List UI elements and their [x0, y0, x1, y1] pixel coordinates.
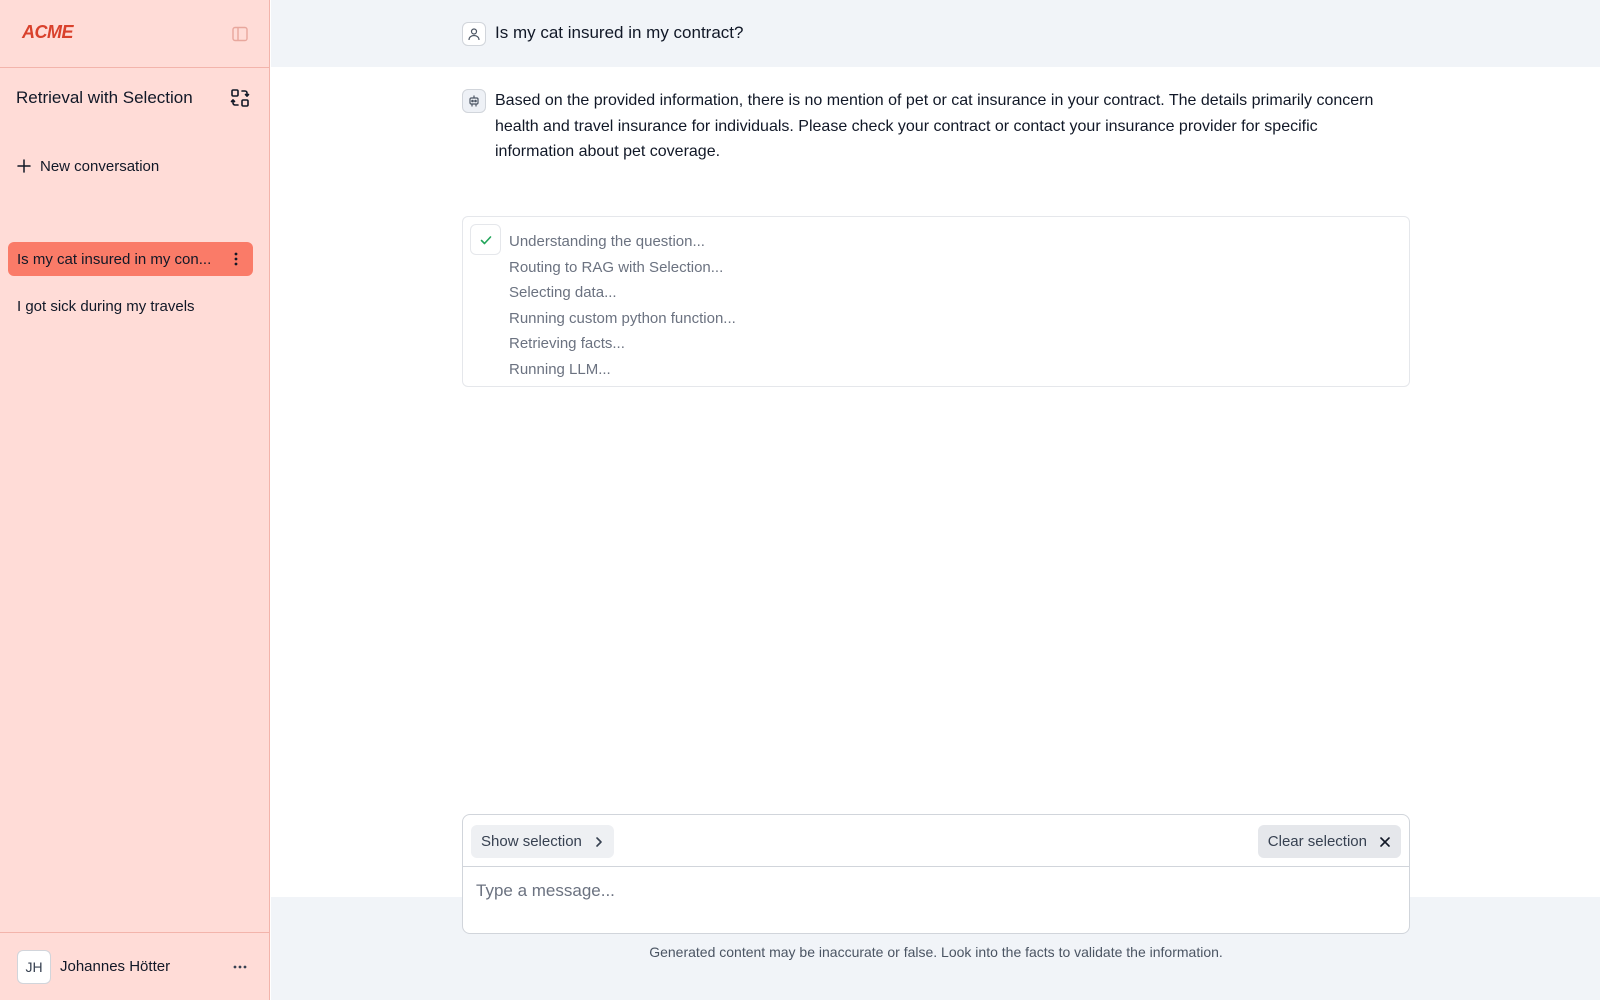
- conversation-menu-icon[interactable]: [225, 248, 247, 270]
- processing-steps: [462, 216, 1410, 387]
- disclaimer: Generated content may be inaccurate or false. Look into the facts to validate the information.: [649, 944, 1223, 960]
- switch-project-icon[interactable]: [228, 86, 252, 110]
- user-bar: [0, 932, 270, 1000]
- conversation-label: I got sick during my travels: [17, 297, 195, 315]
- step-item: Selecting data...: [509, 284, 617, 301]
- message-input[interactable]: [476, 877, 1396, 905]
- bot-icon: [462, 89, 486, 113]
- step-item: Retrieving facts...: [509, 335, 625, 352]
- show-selection-button[interactable]: [471, 825, 614, 858]
- message-composer: [462, 814, 1410, 934]
- step-item: Running LLM...: [509, 360, 611, 378]
- conversation-item-active[interactable]: [8, 242, 253, 276]
- clear-selection-button[interactable]: [1258, 825, 1401, 858]
- step-item: Routing to RAG with Selection...: [509, 258, 724, 276]
- sidebar-toggle-icon[interactable]: [230, 24, 250, 44]
- project-header: [16, 84, 254, 114]
- user-icon: [462, 22, 486, 46]
- new-conversation-button[interactable]: [16, 154, 159, 178]
- more-horizontal-icon[interactable]: [230, 957, 250, 977]
- assistant-answer: Based on the provided information, there is no mention of pet or cat insurance in your contract. The details primarily concern health and travel insurance for individuals. Please check your contract or contact your insurance provider for specific information about pet coverage.: [495, 92, 1374, 160]
- sidebar: [0, 0, 270, 1000]
- acme-logo[interactable]: ACME: [22, 22, 73, 42]
- selection-toolbar: [463, 815, 1409, 867]
- check-icon[interactable]: [470, 224, 501, 255]
- conversation-item[interactable]: [8, 289, 253, 323]
- project-title: Retrieval with Selection: [16, 88, 193, 107]
- logo-bar: [0, 0, 269, 68]
- question-bar: [271, 0, 1600, 67]
- close-icon: [1379, 836, 1391, 848]
- chevron-right-icon: [594, 836, 604, 848]
- conversation-label: Is my cat insured in my con...: [17, 250, 212, 268]
- new-conversation-label: New conversation: [40, 157, 160, 175]
- step-item: Understanding the question...: [509, 233, 705, 250]
- clear-selection-label: Clear selection: [1267, 833, 1367, 850]
- chat-main: [271, 0, 1600, 1000]
- show-selection-label: Show selection: [481, 833, 582, 850]
- user-question: Is my cat insured in my contract?: [495, 23, 744, 42]
- step-item: Running custom python function...: [509, 309, 736, 327]
- avatar[interactable]: JH: [17, 950, 51, 984]
- plus-icon: [16, 158, 32, 174]
- step-list: [509, 229, 736, 382]
- user-name: Johannes Hötter: [60, 958, 171, 975]
